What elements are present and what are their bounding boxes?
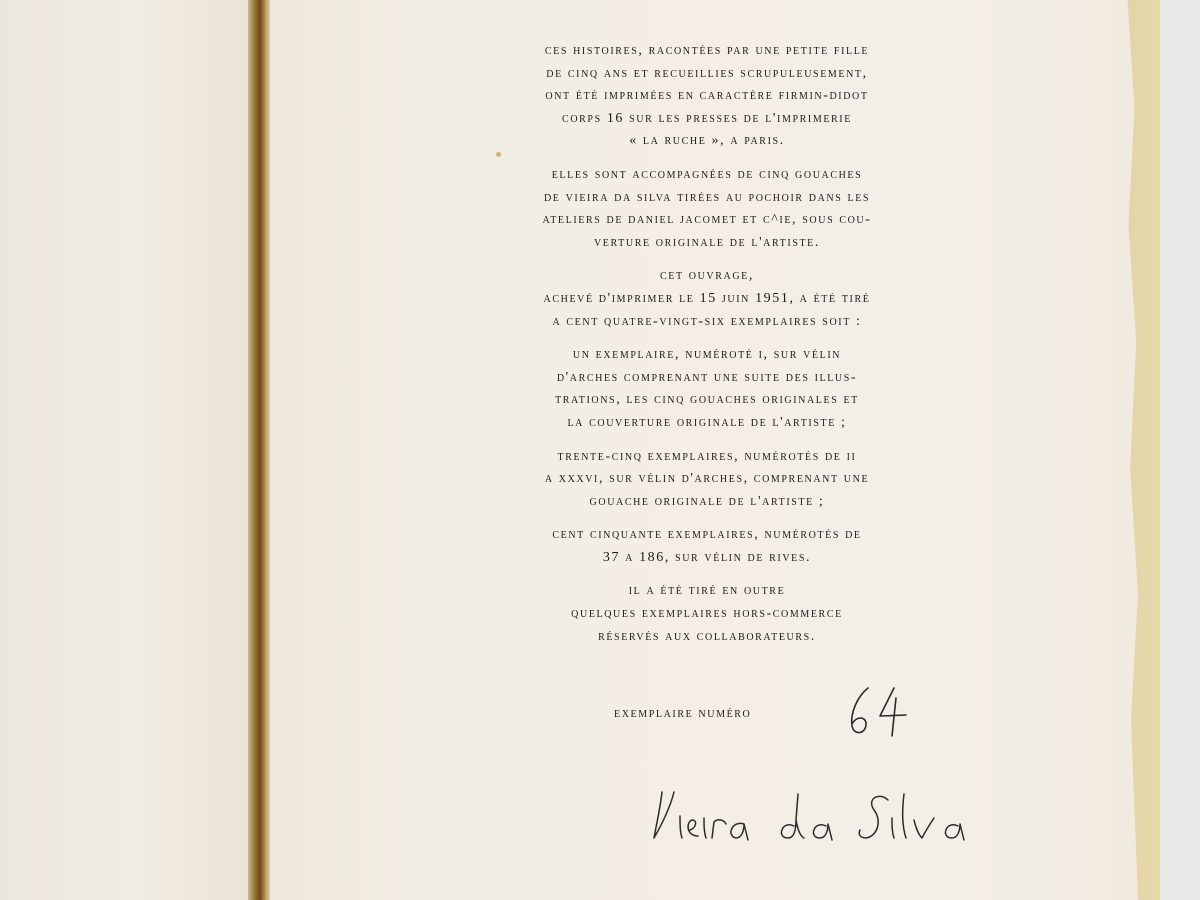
colophon-line: ces histoires, racontées par une petite fille — [544, 43, 870, 58]
copy-number-row — [614, 706, 751, 722]
colophon-line: a cent quatre-vingt-six exemplaires soit : — [552, 313, 862, 329]
book-gutter — [248, 0, 270, 900]
colophon-line: la couverture originale de l'artiste ; — [567, 414, 847, 430]
colophon-line: trente-cinq exemplaires, numérotés de ii — [557, 448, 857, 464]
colophon-line: quelques exemplaires hors-commerce — [571, 606, 843, 622]
colophon-paragraph — [472, 446, 942, 514]
colophon-line: trations, les cinq gouaches originales et — [555, 392, 859, 408]
colophon-line: cent cinquante exemplaires, numérotés de — [552, 527, 862, 543]
colophon-line: a xxxvi, sur vélin d'arches, comprenant une — [544, 471, 870, 487]
colophon-line: « la ruche », a paris. — [629, 133, 785, 149]
colophon-line: cet ouvrage, — [660, 268, 754, 284]
artist-signature — [640, 780, 1010, 860]
colophon-line: verture originale de l'artiste. — [593, 234, 820, 250]
colophon-line: 37 a 186, sur vélin de rives. — [602, 549, 812, 565]
colophon-paragraph — [472, 580, 942, 648]
colophon-line: un exemplaire, numéroté i, sur vélin — [572, 347, 842, 363]
colophon-line: réservés aux collaborateurs. — [598, 628, 816, 644]
colophon-paragraph — [472, 265, 942, 333]
copy-number-label: exemplaire numéro — [614, 706, 752, 721]
colophon-line: elles sont accompagnées de cinq gouaches — [551, 166, 863, 182]
left-page — [0, 0, 250, 900]
colophon-line: gouache originale de l'artiste ; — [589, 493, 825, 509]
colophon-line: ateliers de daniel jacomet et c^ie, sous cou- — [542, 212, 872, 228]
colophon-line: de cinq ans et recueillies scrupuleusement, — [546, 65, 868, 81]
colophon-paragraph — [472, 524, 942, 569]
colophon-line: achevé d'imprimer le 15 juin 1951, a été tiré — [543, 290, 871, 306]
colophon-line: corps 16 sur les presses de l'imprimerie — [562, 110, 852, 126]
handwritten-copy-number — [838, 682, 918, 742]
colophon-paragraph — [472, 164, 942, 254]
colophon-line: il a été tiré en outre — [628, 583, 786, 599]
colophon-text — [472, 40, 942, 659]
colophon-line: ont été imprimées en caractère firmin-didot — [545, 88, 869, 104]
colophon-paragraph — [472, 344, 942, 434]
colophon-paragraph — [472, 40, 942, 153]
colophon-line: d'arches comprenant une suite des illus- — [556, 369, 858, 385]
colophon-line: de vieira da silva tirées au pochoir dans les — [543, 189, 871, 205]
